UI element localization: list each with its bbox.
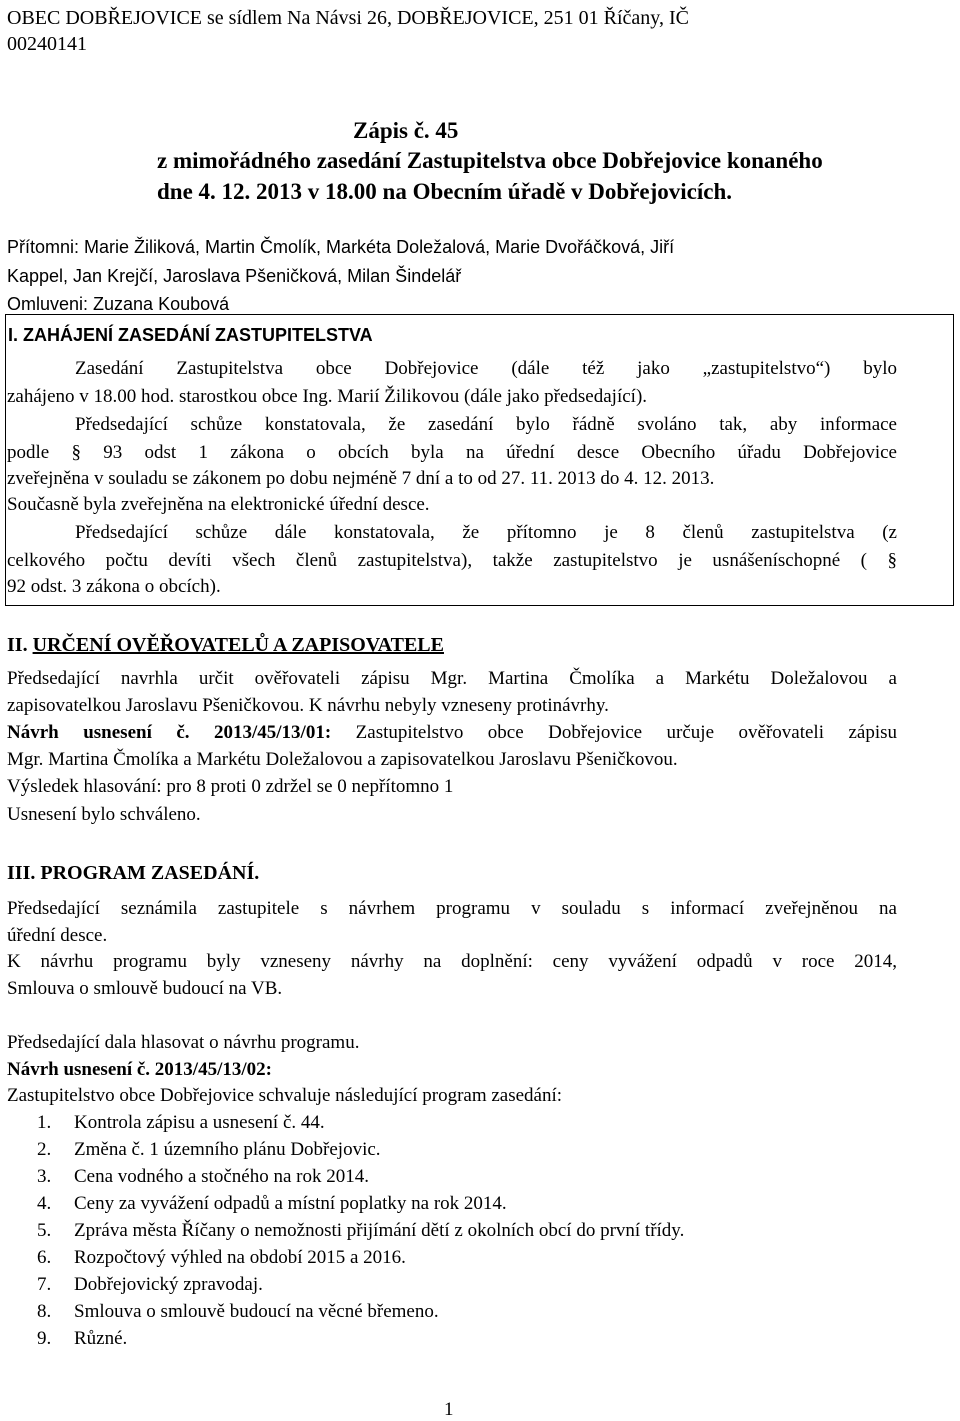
list-item-text: Ceny za vyvážení odpadů a místní poplatky na rok 2014. bbox=[74, 1193, 507, 1214]
list-item-text: Rozpočtový výhled na období 2015 a 2016. bbox=[74, 1247, 406, 1268]
list-item-text: Cena vodného a stočného na rok 2014. bbox=[74, 1166, 369, 1187]
list-item-text: Smlouva o smlouvě budoucí na věcné břemeno. bbox=[74, 1301, 439, 1322]
resolution-01-line2: Mgr. Martina Čmolíka a Markétu Doležalovou a zapisovatelkou Jaroslavu Pšeničkovou. bbox=[7, 749, 678, 770]
section-2-heading bbox=[7, 633, 444, 657]
list-item bbox=[37, 1246, 406, 1270]
notice-paragraph-line3: zveřejněna v souladu se zákonem po dobu nejméně 7 dní a to od 27. 11. 2013 do 4. 12. 2013. bbox=[7, 468, 715, 489]
list-item-number: 7. bbox=[37, 1274, 52, 1295]
resolution-02-label: Návrh usnesení č. 2013/45/13/02: bbox=[7, 1059, 272, 1080]
list-item-text: Kontrola zápisu a usnesení č. 44. bbox=[74, 1112, 325, 1133]
notice-paragraph-line1: Předsedající schůze konstatovala, že zasedání bylo řádně svoláno tak, aby informace bbox=[75, 414, 897, 435]
quorum-paragraph-line2: celkového počtu devíti všech členů zastupitelstva), takže zastupitelstvo je usnášeníschopné ( § bbox=[7, 550, 897, 571]
municipality-header-line1: OBEC DOBŘEJOVICE se sídlem Na Návsi 26, DOBŘEJOVICE, 251 01 Říčany, IČ bbox=[7, 7, 690, 29]
list-item-text: Různé. bbox=[74, 1328, 128, 1349]
opening-paragraph-line1: Zasedání Zastupitelstva obce Dobřejovice (dále též jako „zastupitelstvo“) bylo bbox=[75, 358, 897, 379]
page-number: 1 bbox=[444, 1399, 454, 1420]
program-additions-line1: K návrhu programu byly vzneseny návrhy na doplnění: ceny vyvážení odpadů v roce 2014, bbox=[7, 951, 897, 972]
meeting-title: z mimořádného zasedání Zastupitelstva obce Dobřejovice konaného bbox=[157, 148, 823, 173]
resolution-01 bbox=[7, 721, 897, 745]
resolution-01-label: Návrh usnesení č. 2013/45/13/01: bbox=[7, 722, 332, 743]
attendees-line1: Přítomni: Marie Žiliková, Martin Čmolík, Markéta Doležalová, Marie Dvořáčková, Jiří bbox=[7, 237, 675, 257]
program-info-line1: Předsedající seznámila zastupitele s návrhem programu v souladu s informací zveřejněnou na bbox=[7, 898, 897, 919]
list-item-text: Dobřejovický zpravodaj. bbox=[74, 1274, 263, 1295]
program-additions-line2: Smlouva o smlouvě budoucí na VB. bbox=[7, 978, 283, 999]
program-info-line2: úřední desce. bbox=[7, 925, 108, 946]
verifiers-proposal-line2: zapisovatelkou Jaroslavu Pšeničkovou. K návrhu nebyly vzneseny protinávrhy. bbox=[7, 695, 609, 716]
municipality-header-line2: 00240141 bbox=[7, 33, 87, 55]
excused-members: Omluveni: Zuzana Koubová bbox=[7, 294, 230, 314]
list-item bbox=[37, 1219, 684, 1243]
list-item bbox=[37, 1273, 263, 1297]
meeting-date: dne 4. 12. 2013 v 18.00 na Obecním úřadě v Dobřejovicích. bbox=[157, 179, 732, 204]
quorum-paragraph-line1: Předsedající schůze dále konstatovala, že přítomno je 8 členů zastupitelstva (z bbox=[75, 522, 897, 543]
program-vote-call: Předsedající dala hlasovat o návrhu programu. bbox=[7, 1032, 360, 1053]
list-item-text: Zpráva města Říčany o nemožnosti přijímání dětí z okolních obcí do první třídy. bbox=[74, 1220, 685, 1241]
list-item-number: 4. bbox=[37, 1193, 52, 1214]
opening-paragraph-line2: zahájeno v 18.00 hod. starostkou obce Ing. Marií Žilikovou (dále jako předsedající). bbox=[7, 386, 648, 407]
list-item-number: 6. bbox=[37, 1247, 52, 1268]
list-item-number: 9. bbox=[37, 1328, 52, 1349]
list-item-text: Změna č. 1 územního plánu Dobřejovic. bbox=[74, 1139, 381, 1160]
resolution-01-text: Zastupitelstvo obce Dobřejovice určuje ověřovateli zápisu bbox=[331, 722, 897, 743]
list-item bbox=[37, 1192, 507, 1216]
section-2-title: URČENÍ OVĚŘOVATELŮ A ZAPISOVATELE bbox=[32, 634, 444, 656]
list-item bbox=[37, 1327, 127, 1351]
list-item bbox=[37, 1111, 325, 1135]
list-item bbox=[37, 1165, 369, 1189]
vote-result: Výsledek hlasování: pro 8 proti 0 zdržel se 0 nepřítomno 1 bbox=[7, 776, 454, 797]
list-item-number: 3. bbox=[37, 1166, 52, 1187]
attendees-line2: Kappel, Jan Krejčí, Jaroslava Pšeničková, Milan Šindelář bbox=[7, 266, 462, 286]
notice-paragraph-line4: Současně byla zveřejněna na elektronické úřední desce. bbox=[7, 494, 430, 515]
list-item bbox=[37, 1138, 381, 1162]
list-item-number: 5. bbox=[37, 1220, 52, 1241]
list-item-number: 2. bbox=[37, 1139, 52, 1160]
section-1-heading: I. ZAHÁJENÍ ZASEDÁNÍ ZASTUPITELSTVA bbox=[8, 325, 373, 345]
resolution-approved: Usnesení bylo schváleno. bbox=[7, 804, 201, 825]
program-approval: Zastupitelstvo obce Dobřejovice schvaluje následující program zasedání: bbox=[7, 1085, 563, 1106]
list-item-number: 1. bbox=[37, 1112, 52, 1133]
minutes-number: Zápis č. 45 bbox=[353, 118, 459, 143]
quorum-paragraph-line3: 92 odst. 3 zákona o obcích). bbox=[7, 576, 221, 597]
verifiers-proposal-line1: Předsedající navrhla určit ověřovateli zápisu Mgr. Martina Čmolíka a Markétu Doležalovou a bbox=[7, 668, 897, 689]
list-item bbox=[37, 1300, 439, 1324]
list-item-number: 8. bbox=[37, 1301, 52, 1322]
section-3-heading: III. PROGRAM ZASEDÁNÍ. bbox=[7, 862, 260, 884]
notice-paragraph-line2: podle § 93 odst 1 zákona o obcích byla na úřední desce Obecního úřadu Dobřejovice bbox=[7, 442, 897, 463]
section-2-number: II. bbox=[7, 634, 28, 656]
